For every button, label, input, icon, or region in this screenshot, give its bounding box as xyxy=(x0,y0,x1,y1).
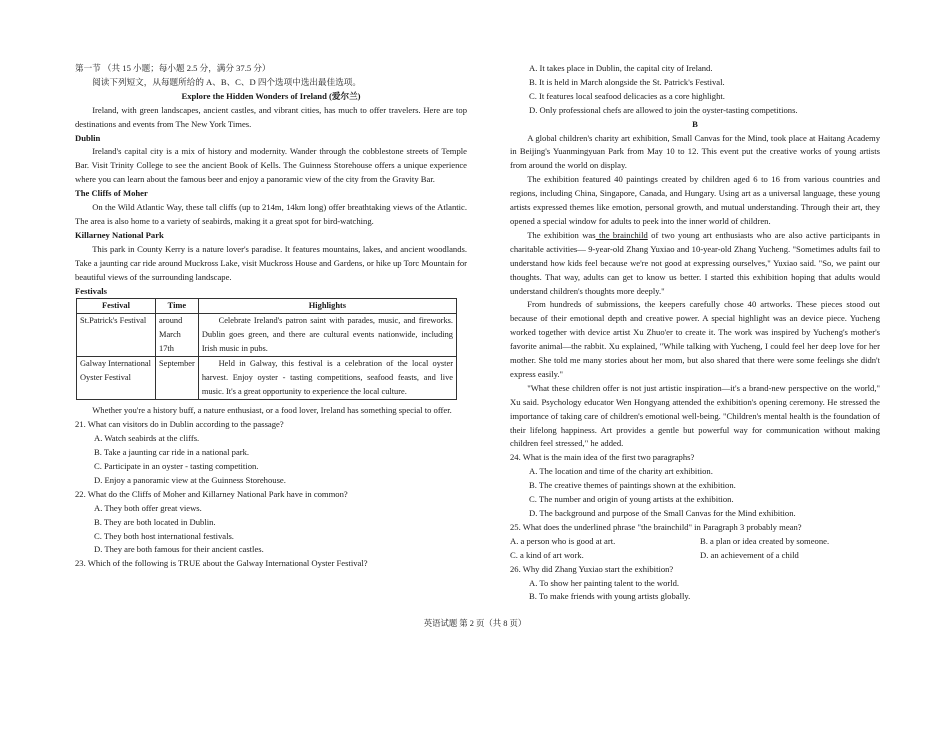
festivals-heading: Festivals xyxy=(75,285,107,296)
options-25-cd xyxy=(510,549,880,563)
option-23-a: A. It takes place in Dublin, the capital city of Ireland. xyxy=(529,63,713,73)
table-cell: St.Patrick's Festival xyxy=(77,314,156,357)
passage-b-paragraph-1: A global children's charity art exhibition, Small Canvas for the Mind, took place at Haitang Academy in Beijing's Yuanmingyuan Park from May 10 to 12. This event put the creative works of young artists from around the world on display. xyxy=(510,132,880,171)
table-header: Highlights xyxy=(198,299,456,314)
passage-b-paragraph-3 xyxy=(510,229,880,299)
closing-paragraph: Whether you're a history buff, a nature enthusiast, or a food lover, Ireland has something special to offer. xyxy=(92,405,452,416)
question-22: 22. What do the Cliffs of Moher and Killarney National Park have in common? xyxy=(75,488,348,499)
option-21-c: C. Participate in an oyster - tasting competition. xyxy=(94,461,259,472)
underlined-phrase: the brainchild xyxy=(595,229,648,240)
table-row xyxy=(77,357,457,400)
options-25-ab xyxy=(510,535,880,549)
question-26: 26. Why did Zhang Yuxiao start the exhibition? xyxy=(510,563,674,574)
passage-b-paragraph-4: From hundreds of submissions, the keepers carefully chose 40 artworks. These pieces stood out because of their emotional depth and creative power. A special highlight was an device piece. Yucheng worked together with device artist Xu Zhuo'er to create it. The work was inspired by Yucheng's mother's favorite animal—the rabbit. Xu explained, "While talking with Yucheng, I could feel her deep love for her mother. She told me many stories about her mom, but also shared that there were some feelings she didn't express easily." xyxy=(510,299,880,379)
table-header: Time xyxy=(156,299,199,314)
table-cell: Held in Galway, this festival is a celebration of the local oyster harvest. Enjoy oyster - tasting competitions, seafood feasts, and live music. It's a great opportunity to experience the local culture. xyxy=(198,357,456,400)
passage-title: Explore the Hidden Wonders of Ireland (爱尔兰) xyxy=(181,90,361,101)
killarney-heading: Killarney National Park xyxy=(75,229,164,240)
dublin-paragraph: Ireland's capital city is a mix of history and modernity. Wander through the cobblestone streets of Temple Bar. Visit Trinity College to see the ancient Book of Kells. The Guinness Storehouse offers a unique experience where you can learn about the famous beer and enjoy a panoramic view of the city from the Gravity Bar. xyxy=(75,146,467,185)
option-22-a: A. They both offer great views. xyxy=(94,502,202,513)
killarney-paragraph: This park in County Kerry is a nature lover's paradise. It features mountains, lakes, and ancient woodlands. Take a jaunting car ride around Muckross Lake, visit Muckross House and Gardens, or hike up Torc Mountain for beautiful views of the surrounding landscape. xyxy=(75,243,467,282)
paragraph-3-start: The exhibition was xyxy=(527,229,596,240)
option-23-c: C. It features local seafood delicacies as a core highlight. xyxy=(529,90,725,101)
question-25: 25. What does the underlined phrase "the brainchild" in Paragraph 3 probably mean? xyxy=(510,521,802,532)
left-column xyxy=(75,62,467,571)
option-24-c: C. The number and origin of young artists at the exhibition. xyxy=(529,494,734,505)
option-23-d: D. Only professional chefs are allowed to join the oyster-tasting competitions. xyxy=(529,104,798,115)
moher-heading: The Cliffs of Moher xyxy=(75,188,148,199)
option-26-b: B. To make friends with young artists globally. xyxy=(529,591,691,602)
instruction: 阅读下列短文，从每题所给的 A、B、C、D 四个选项中选出最佳选项。 xyxy=(92,76,361,87)
paragraph-3-rest: of two young art enthusiasts who are also active participants in charitable activities— 9-year-old Zhang Yuxiao and 10-year-old Zhang Yucheng. "Sometimes adults fail to understand how kids feel because we're not good at expressing ourselves," Yuxiao said. "So, we paint our thoughts. That way, adults can get to know us better. I started this exhibition hoping that adults would understand children's thoughts more deeply." xyxy=(510,229,881,296)
table-cell: Celebrate Ireland's patron saint with parades, music, and fireworks. Dublin goes green, and there are cultural events nationwide, including Irish music in pubs. xyxy=(198,314,456,357)
table-cell: Galway International Oyster Festival xyxy=(77,357,156,400)
question-24: 24. What is the main idea of the first two paragraphs? xyxy=(510,452,695,463)
table-cell: September xyxy=(156,357,199,400)
option-24-b: B. The creative themes of paintings shown at the exhibition. xyxy=(529,480,736,491)
option-24-a: A. The location and time of the charity art exhibition. xyxy=(529,466,713,477)
page-footer: 英语试题 第 2 页（共 8 页） xyxy=(423,619,527,628)
option-25-c: C. a kind of art work. xyxy=(510,549,584,560)
option-26-a: A. To show her painting talent to the world. xyxy=(529,577,680,588)
option-21-a: A. Watch seabirds at the cliffs. xyxy=(94,433,200,444)
option-22-b: B. They are both located in Dublin. xyxy=(94,516,216,527)
option-25-a: A. a person who is good at art. xyxy=(510,535,616,546)
section-b-heading: B xyxy=(692,118,698,129)
question-23: 23. Which of the following is TRUE about the Galway International Oyster Festival? xyxy=(75,558,368,569)
question-21: 21. What can visitors do in Dublin according to the passage? xyxy=(75,419,284,430)
festival-table xyxy=(76,298,457,400)
option-25-b: B. a plan or idea created by someone. xyxy=(700,535,830,546)
table-row xyxy=(77,314,457,357)
right-column xyxy=(510,62,880,604)
intro-paragraph: Ireland, with green landscapes, ancient castles, and vibrant cities, has much to offer travelers. Here are top destinations and events from The New York Times. xyxy=(75,104,467,129)
option-23-b: B. It is held in March alongside the St. Patrick's Festival. xyxy=(529,76,725,87)
passage-b-paragraph-5: "What these children offer is not just artistic inspiration—it's a brand-new perspective on the world," Xu said. Psychology educator Wen Hongyang attended the exhibition's opening ceremony. He stressed the importance of taking care of children's emotional well-being. "Children's mental health is the foundation of their lifelong happiness. Art provides a gentle but powerful way for communication without making children feel stressed," he added. xyxy=(510,382,880,449)
dublin-heading: Dublin xyxy=(75,132,101,143)
section-header: 第一节 （共 15 小题；每小题 2.5 分，满分 37.5 分） xyxy=(75,63,271,73)
passage-b-paragraph-2: The exhibition featured 40 paintings created by children aged 6 to 16 from various countries and regions, including China, Singapore, Canada, and Hungary. Using art as a universal language, these young artists expressed themes like emotion, personal growth, and mutual understanding. Through their art, they opened a special window for adults to peek into the inner world of children. xyxy=(510,174,880,226)
table-header: Festival xyxy=(77,299,156,314)
option-25-d: D. an achievement of a child xyxy=(700,549,799,560)
option-22-c: C. They both host international festivals. xyxy=(94,530,234,541)
option-21-d: D. Enjoy a panoramic view at the Guinness Storehouse. xyxy=(94,474,286,485)
option-24-d: D. The background and purpose of the Small Canvas for the Mind exhibition. xyxy=(529,508,796,518)
table-cell: around March 17th xyxy=(156,314,199,357)
table-header-row xyxy=(77,299,457,314)
moher-paragraph: On the Wild Atlantic Way, these tall cliffs (up to 214m, 14km long) offer breathtaking views of the Atlantic. The area is also home to a variety of seabirds, making it a great spot for bird-watching. xyxy=(75,202,467,226)
option-21-b: B. Take a jaunting car ride in a national park. xyxy=(94,447,250,458)
option-22-d: D. They are both famous for their ancient castles. xyxy=(94,544,264,555)
